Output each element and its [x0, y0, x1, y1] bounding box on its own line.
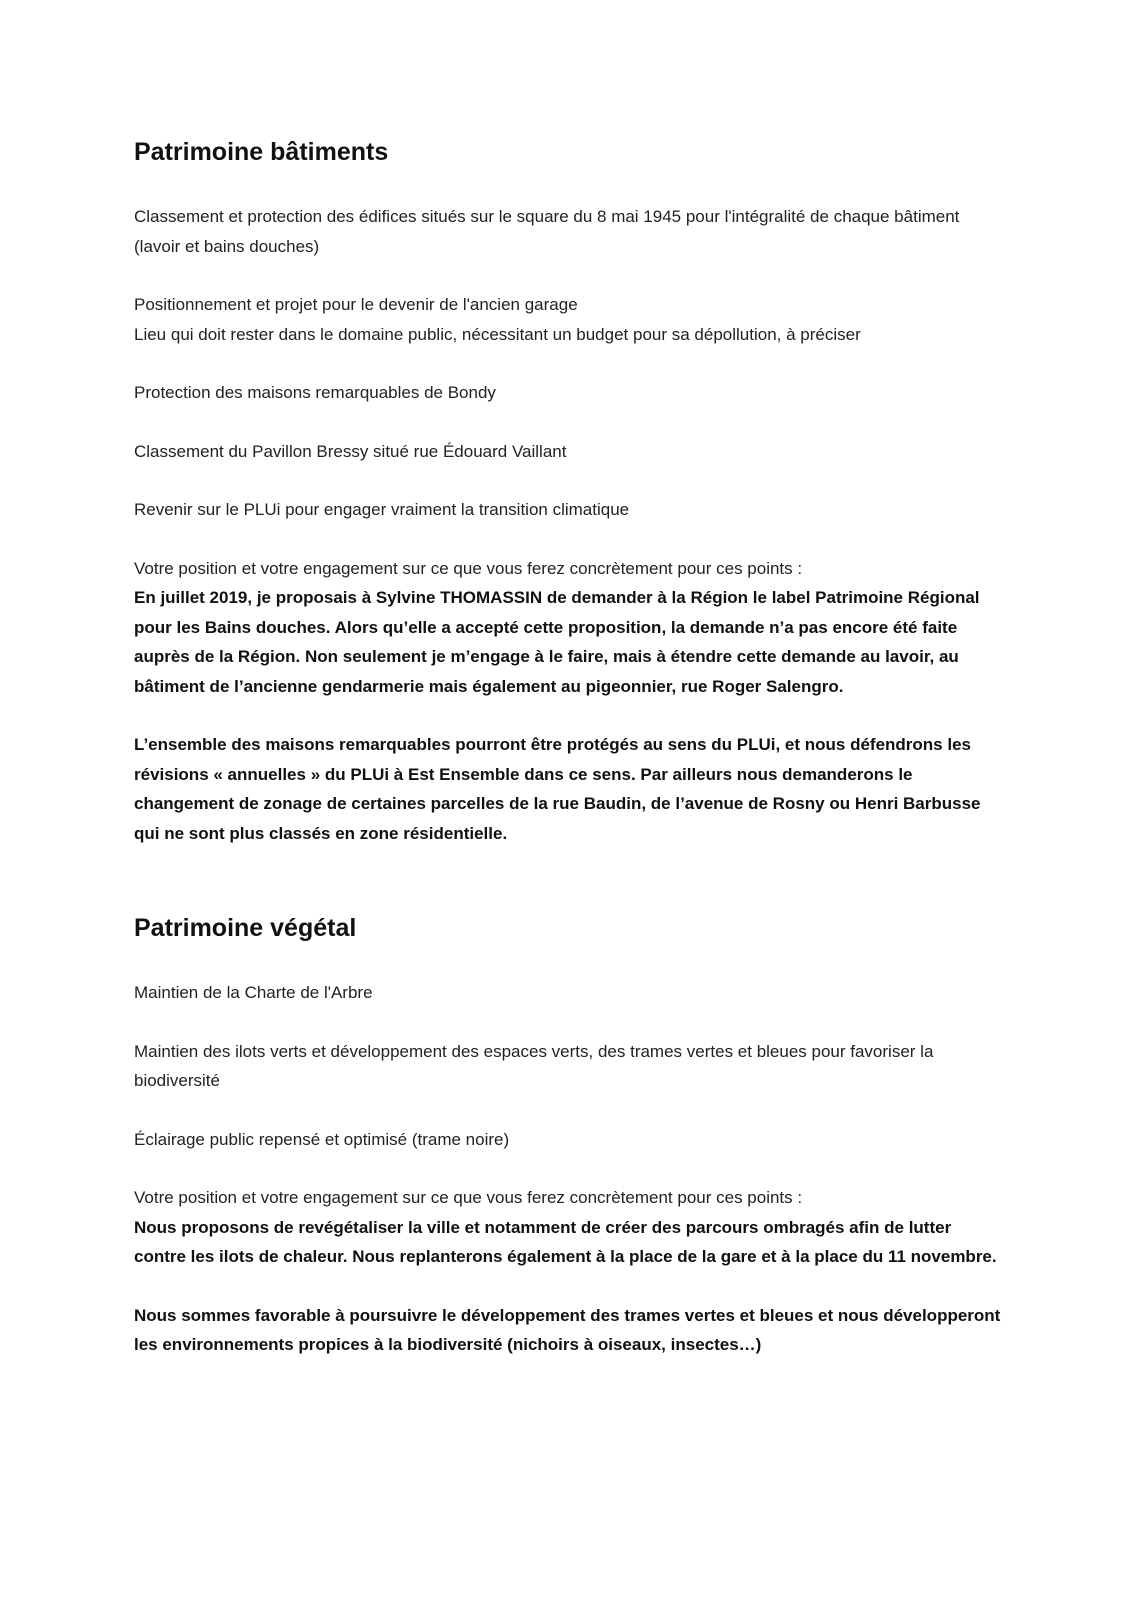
answer-maisons-plui: L’ensemble des maisons remarquables pourront être protégés au sens du PLUi, et nous défendrons les révisions « annuelles » du PLUi à Est Ensemble dans ce sens. Par ailleurs nous demanderons le changement de zonage de certaines parcelles de la rue Baudin, de l’avenue de Rosny ou Henri Barbusse qui ne sont plus classés en zone résidentielle. [134, 735, 981, 843]
item-domaine-public: Lieu qui doit rester dans le domaine public, nécessitant un budget pour sa dépollution, à préciser [134, 324, 861, 344]
item-classement-square: Classement et protection des édifices situés sur le square du 8 mai 1945 pour l'intégralité de chaque bâtiment (lavoir et bains douches) [134, 207, 960, 256]
item-charte-arbre: Maintien de la Charte de l'Arbre [134, 983, 373, 1002]
answer-label-patrimoine: En juillet 2019, je proposais à Sylvine THOMASSIN de demander à la Région le label Patrimoine Régional pour les Bains douches. Alors qu’elle a accepté cette proposition, la demande n’a pas encore été faite auprès de la Région. Non seulement je m’engage à le faire, mais à étendre cette demande au lavoir, au bâtiment de l’ancienne gendarmerie mais également au pigeonnier, rue Roger Salengro. [134, 588, 980, 696]
document-body [134, 132, 1004, 1360]
section-title-batiments: Patrimoine bâtiments [134, 138, 389, 166]
item-plui-transition: Revenir sur le PLUi pour engager vraiment la transition climatique [134, 500, 630, 519]
item-ancien-garage: Positionnement et projet pour le devenir de l'ancien garage [134, 295, 578, 314]
item-ilots-verts: Maintien des ilots verts et développement des espaces verts, des trames vertes et bleues pour favoriser la biodiversité [134, 1041, 934, 1090]
engagement-prompt: Votre position et votre engagement sur ce que vous ferez concrètement pour ces points : [134, 558, 803, 578]
engagement-prompt: Votre position et votre engagement sur ce que vous ferez concrètement pour ces points : [134, 1188, 803, 1207]
section-title-vegetal: Patrimoine végétal [134, 914, 357, 942]
item-eclairage-public: Éclairage public repensé et optimisé (trame noire) [134, 1129, 510, 1149]
answer-trames-vertes: Nous sommes favorable à poursuivre le développement des trames vertes et bleues et nous développeront les environnements propices à la biodiversité (nichoirs à oiseaux, insectes…) [134, 1305, 1001, 1354]
answer-revegetaliser: Nous proposons de revégétaliser la ville et notamment de créer des parcours ombragés afin de lutter contre les ilots de chaleur. Nous replanterons également à la place de la gare et à la place du 11 novembre. [134, 1217, 997, 1266]
item-maisons-remarquables: Protection des maisons remarquables de Bondy [134, 383, 496, 402]
item-pavillon-bressy: Classement du Pavillon Bressy situé rue Édouard Vaillant [134, 441, 567, 461]
